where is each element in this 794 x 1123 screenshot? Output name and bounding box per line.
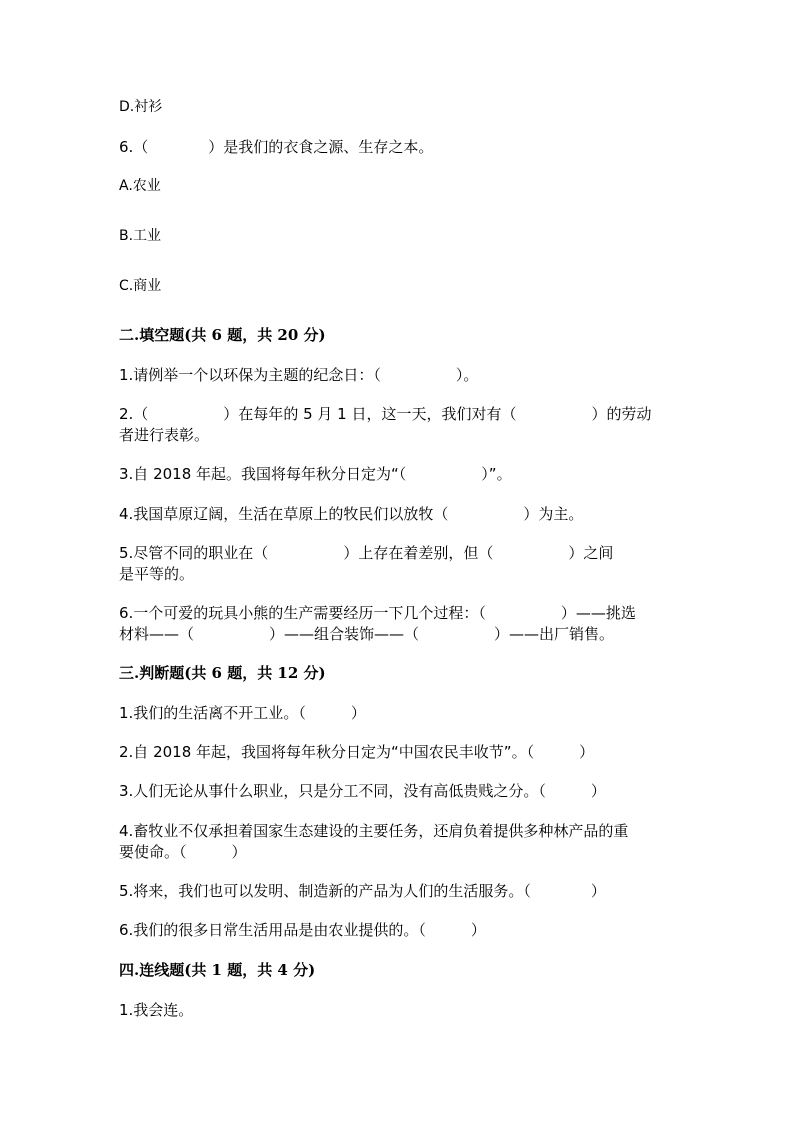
choice-q6-option-a: A.农业 bbox=[119, 178, 161, 194]
fill-question-2-line1: 2.（ ）在每年的 5 月 1 日，这一天，我们对有（ ）的劳动 bbox=[119, 405, 652, 423]
fill-question-3: 3.自 2018 年起。我国将每年秋分日定为“（ ）”。 bbox=[119, 465, 512, 483]
fill-question-6-line1: 6.一个可爱的玩具小熊的生产需要经历一下几个过程：（ ）——挑选 bbox=[119, 604, 636, 622]
section-heading-fill-blank: 二.填空题(共 6 题，共 20 分) bbox=[119, 326, 326, 344]
tf-question-3: 3.人们无论从事什么职业，只是分工不同，没有高低贵贱之分。（ ） bbox=[119, 782, 606, 800]
choice-q6-option-c: C.商业 bbox=[119, 278, 162, 294]
tf-question-5: 5.将来，我们也可以发明、制造新的产品为人们的生活服务。（ ） bbox=[119, 882, 606, 900]
option-d-shirt: D.衬衫 bbox=[119, 99, 163, 115]
fill-question-4: 4.我国草原辽阔，生活在草原上的牧民们以放牧（ ）为主。 bbox=[119, 505, 584, 523]
section-heading-true-false: 三.判断题(共 6 题，共 12 分) bbox=[119, 664, 326, 682]
tf-question-2: 2.自 2018 年起，我国将每年秋分日定为“中国农民丰收节”。（ ） bbox=[119, 743, 595, 761]
choice-q6-option-b: B.工业 bbox=[119, 228, 162, 244]
fill-question-6-line2: 材料——（ ）——组合装饰——（ ）——出厂销售。 bbox=[119, 625, 615, 643]
tf-question-1: 1.我们的生活离不开工业。（ ） bbox=[119, 704, 366, 722]
fill-question-1: 1.请例举一个以环保为主题的纪念日：（ ）。 bbox=[119, 366, 479, 384]
fill-question-5-line1: 5.尽管不同的职业在（ ）上存在着差别，但（ ）之间 bbox=[119, 544, 614, 562]
tf-question-4-line2: 要使命。（ ） bbox=[119, 843, 247, 861]
tf-question-6: 6.我们的很多日常生活用品是由农业提供的。（ ） bbox=[119, 921, 486, 939]
tf-question-4-line1: 4.畜牧业不仅承担着国家生态建设的主要任务，还肩负着提供多种林产品的重 bbox=[119, 822, 629, 840]
fill-question-2-line2: 者进行表彰。 bbox=[119, 426, 210, 444]
matching-question-1: 1.我会连。 bbox=[119, 1001, 194, 1019]
section-heading-matching: 四.连线题(共 1 题，共 4 分) bbox=[119, 961, 316, 979]
fill-question-5-line2: 是平等的。 bbox=[119, 565, 195, 583]
choice-question-6: 6.（ ）是我们的衣食之源、生存之本。 bbox=[119, 138, 434, 156]
